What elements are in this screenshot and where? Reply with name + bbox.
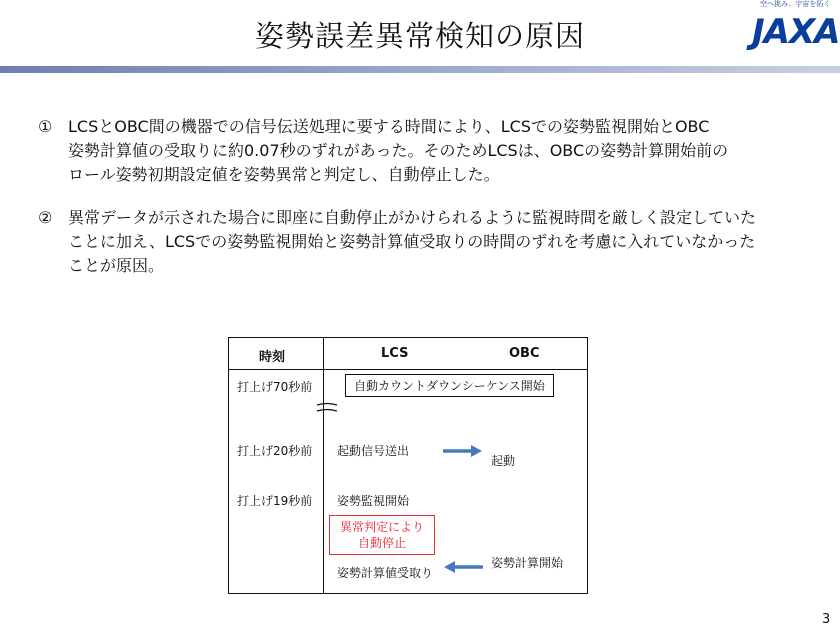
header-lcs: LCS: [381, 346, 409, 361]
countdown-start-box: 自動カウントダウンシーケンス開始: [345, 374, 554, 397]
jaxa-wordmark: JAXA: [752, 12, 840, 52]
page-number: 3: [822, 612, 831, 627]
cause-paragraph-1: [38, 115, 818, 187]
table-column-divider: [323, 338, 324, 593]
paragraph-line: LCSとOBC間の機器での信号伝送処理に要する時間により、LCSでの姿勢監視開始とOBC: [68, 117, 710, 136]
timeline-table: [228, 337, 588, 594]
paragraph-marker: ②: [38, 208, 53, 227]
header-obc: OBC: [509, 346, 540, 361]
cause-paragraph-2: [38, 206, 818, 278]
obc-attitude-calc-start: 姿勢計算開始: [491, 556, 564, 570]
paragraph-line: 異常データが示された場合に即座に自動停止がかけられるように監視時間を厳しく設定していた: [68, 208, 757, 227]
abnormal-stop-line2: 自動停止: [357, 536, 406, 550]
paragraph-line: ことに加え、LCSでの姿勢監視開始と姿勢計算値受取りの時間のずれを考慮に入れていなかった: [68, 232, 756, 251]
arrow-right-icon: [443, 444, 483, 458]
jaxa-logo: [736, 0, 840, 62]
header-time: 時刻: [259, 350, 286, 365]
lcs-receive-attitude: 姿勢計算値受取り: [337, 566, 434, 580]
paragraph-marker: ①: [38, 117, 53, 136]
table-header-divider: [229, 369, 587, 370]
abnormal-stop-box: [329, 515, 435, 555]
paragraph-line: ロール姿勢初期設定値を姿勢異常と判定し、自動停止した。: [68, 165, 500, 184]
obc-startup: 起動: [491, 454, 516, 468]
arrow-left-icon: [443, 560, 483, 574]
lcs-send-start-signal: 起動信号送出: [337, 444, 410, 458]
page-title: 姿勢誤差異常検知の原因: [254, 19, 585, 53]
jaxa-tagline: 空へ挑み、宇宙を拓く: [760, 0, 831, 8]
abnormal-stop-line1: 異常判定により: [339, 520, 424, 534]
header-divider: [0, 66, 840, 73]
paragraph-line: 姿勢計算値の受取りに約0.07秒のずれがあった。そのためLCSは、OBCの姿勢計算開始前の: [68, 141, 729, 160]
paragraph-line: ことが原因。: [68, 256, 165, 275]
lcs-attitude-monitor-start: 姿勢監視開始: [337, 494, 410, 508]
time-break-icon: [315, 400, 339, 416]
time-20s: 打上げ20秒前: [237, 444, 313, 458]
time-19s: 打上げ19秒前: [237, 494, 313, 508]
time-70s: 打上げ70秒前: [237, 380, 313, 394]
